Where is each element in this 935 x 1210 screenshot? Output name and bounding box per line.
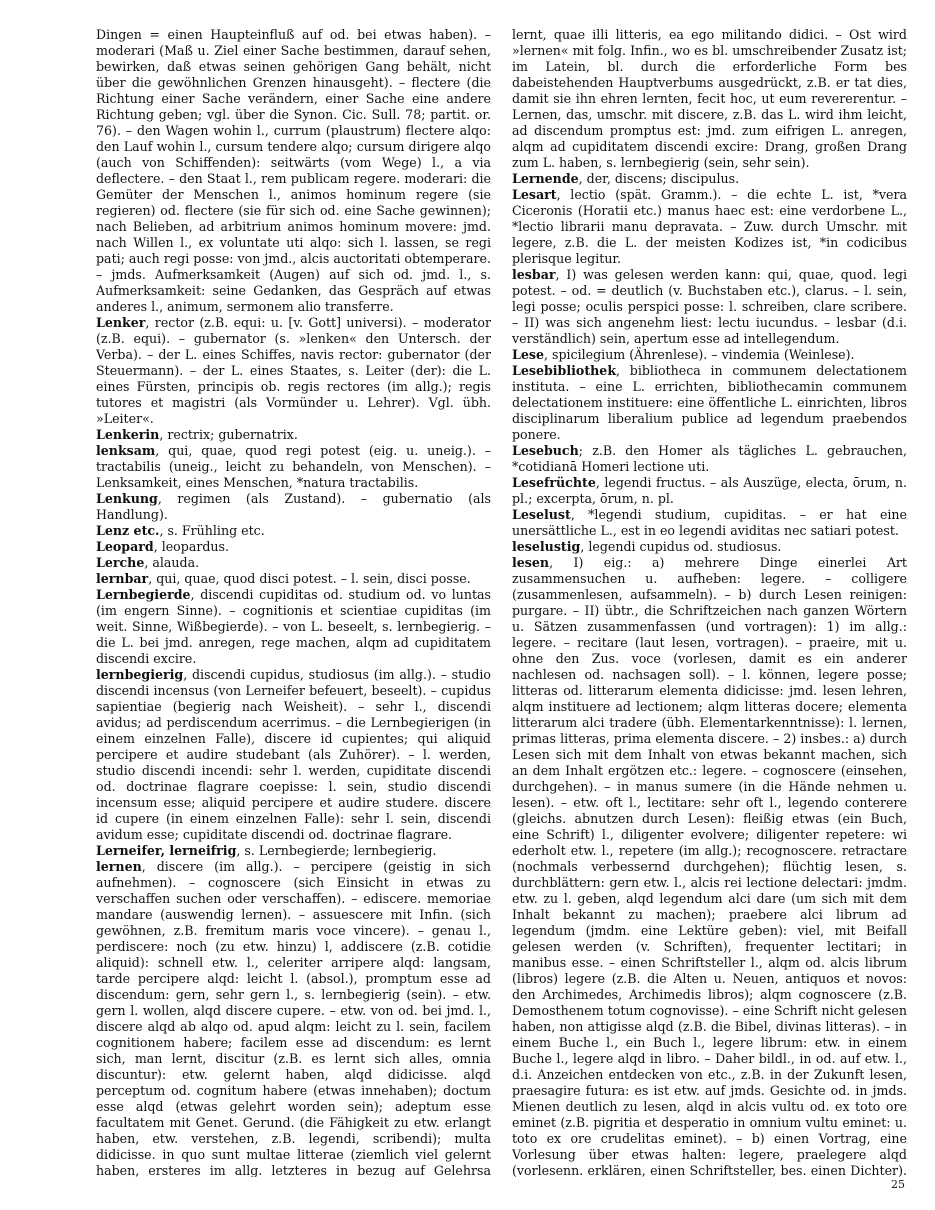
headword: Lenkung	[96, 491, 158, 506]
entry-continuation: lernt, quae illi litteris, ea ego militando didici. – Ost wird »lernen« mit folg. Infin., wo es bl. umschreibender Zusatz ist; im Latein, bl. durch die erforderliche Form bes dabeistehenden Hauptverbums ausgedrückt, z.B. er tat dies, damit sie ihn ehren lernten, fecit hoc, ut eum revererentur. – Lernen, das, umschr. mit discere, z.B. das L. wird ihm leicht, ad discendum promptus est: jmd. zum eifrigen L. anregen, alqm ad cupiditatem discendi excire: Drang, großen Drang zum L. haben, s. lernbegierig (sein, sehr sein).	[512, 27, 907, 170]
entry-leopard: Leopard, leopardus.	[96, 539, 229, 554]
entry-lernbegierig: lernbegierig, discendi cupidus, studiosus (im allg.). – studio discendi incensus (von Lerneifer befeuert, beseelt). – cupidus sapientiae (begierig nach Weisheit). – sehr l., discendi avidus; ad perdiscendum acerrimus. – die Lernbegierigen (in einem einzelnen Falle), discere id cupientes; qui aliquid percipere et audire studebant (als Zuhörer). – l. werden, studio discendi incendi: sehr l. werden, cupiditate discendi od. doctrinae flagrare coepisse: l. sein, studio discendi incensum esse; aliquid percipere et audire studere. discere id cupere (in einem einzelnen Falle): sehr l. sein, discendi avidum esse; cupiditate discendi od. doctrinae flagrare.	[96, 667, 491, 842]
headword: Lenz etc.	[96, 523, 160, 538]
entry-lerche: Lerche, alauda.	[96, 555, 200, 570]
page-number: 25	[891, 1178, 905, 1191]
entry-lesebuch: Lesebuch; z.B. den Homer als tägliches L. gebrauchen, *cotidianā Homeri lectione uti.	[512, 443, 907, 474]
entry-lernbegierde: Lernbegierde, discendi cupiditas od. studium od. vo luntas (im engern Sinne). – cognitionis et scientiae cupiditas (im weit. Sinne, Wißbegierde). – von L. beseelt, s. lernbegierig. – die L. bei jmd. anregen, rege machen, alqm ad cupiditatem discendi excire.	[96, 587, 491, 666]
headword: lesbar	[512, 267, 556, 282]
headword: Lesefrüchte	[512, 475, 596, 490]
entry-lernende: Lernende, der, discens; discipulus.	[512, 171, 740, 186]
headword: Lenkerin	[96, 427, 160, 442]
entry-lesen: lesen, I) eig.: a) mehrere Dinge einerlei Art zusammensuchen u. aufheben: legere. – colligere (zusammenlesen, aufsammeln). – b) durch Lesen reinigen: purgare. – II) übtr., die Schriftzeichen nach ganzen Wörtern u. Sätzen zusammenfassen (und vortragen): 1) im allg.: legere. – recitare (laut lesen, vortragen). – praeire, mit u. ohne den Zus. voce (vorlesen, damit es ein anderer nachlesen od. nachsagen soll). – l. können, legere posse; litteras od. litterarum elementa didicisse: jmd. lesen lehren, alqm instituere ad lectionem; alqm litteras docere; elementa litterarum alci tradere (übh. Elementarkenntnisse): l. lernen, primas litteras, prima elementa discere. – 2) insbes.: a) durch Lesen sich mit dem Inhalt von etwas bekannt machen, sich an dem Inhalt ergötzen etc.: legere. – cognoscere (einsehen, durchgehen). – in manus sumere (in die Hände nehmen u. lesen). – etw. oft l., lectitare: sehr oft l., legendo conterere (gleichs. abnutzen durch Lesen): fleißig etwas (ein Buch, eine Schrift) l., diligenter evolvere; diligenter repetere: wi ederholt etw. l., repetere (im allg.); recognoscere. retractare (nochmals verbessernd durchgehen); flüchtig lesen, s. durchblättern: gern etw. l., alcis rei lectione delectari: jmdm. etw. zu l. geben, alqd legendum alci dare (um sich mit dem Inhalt bekannt zu machen); praebere alci librum ad legendum (jmdm. eine Lektüre geben): viel, mit Beifall gelesen werden (v. Schriften), frequenter lectitari; in manibus esse. – einen Schriftsteller l., alqm od. alcis librum (libros) legere (z.B. die Alten u. Neuen, antiquos et novos: den Archimedes, Archimedis libros); alqm cognoscere (z.B. Demosthenem totum cognovisse). – eine Schrift nicht gelesen haben, non attigisse alqd (z.B. die Bibel, divinas litteras). – in einem Buche l., ein Buch l., legere librum: etw. in einem Buche l., legere alqd in libro. – Daher bildl., in od. auf etw. l., d.i. Anzeichen entdecken von etc., z.B. in der Zukunft lesen, praesagire futura: es ist etw. auf jmds. Gesichte od. in jmds. Mienen deutlich zu lesen, alqd in alcis vultu od. ex toto ore eminet (z.B. pigritia et desperatio in omnium vultu eminet: u. toto ex ore crudelitas eminet). – b) einen Vortrag, eine Vorlesung über etwas halten: legere, praelegere alqd (vorlesenn. erklären, einen Schriftsteller, bes. einen Dichter).	[512, 555, 907, 1177]
headword: Lernbegierde	[96, 587, 191, 602]
entry-lernen: lernen, discere (im allg.). – percipere (geistig in sich aufnehmen). – cognoscere (sich Einsicht in etwas zu verschaffen suchen oder verschaffen). – ediscere. memoriae mandare (auswendig lernen). – assuescere mit Infin. (sich gewöhnen, z.B. fremitum maris voce vincere). – genau l., perdiscere: noch (zu etw. hinzu) l, addiscere (z.B. cotidie aliquid): schnell etw. l., celeriter arripere alqd: langsam, tarde percipere alqd: leicht l. (absol.), promptum esse ad discendum: gern, sehr gern l., s. lernbegierig (sein). – etw. gern l. wollen, alqd discere cupere. – etw. von od. bei jmd. l., discere alqd ab alqo od. apud alqm: leicht zu l. sein, facilem cognitionem habere; facilem esse ad discendum: es lernt sich, man lernt, discitur (z.B. es lernt sich alles, omnia discuntur): etw. gelernt haben, alqd didicisse. alqd perceptum od. cognitum habere (etwas innehaben); doctum esse alqd (etwas gelehrt worden sein); adeptum esse facultatem mit Genet. Gerund. (die Fähigkeit zu etw. erlangt haben, etw. verstehen, z.B. legendi, scribendi); multa didicisse. in quo sunt multae litterae (ziemlich viel gelernt haben, ersteres im allg. letzteres in bezug auf Gelehrsa	[96, 859, 491, 1177]
headword: Lesart	[512, 187, 557, 202]
entry-lesart: Lesart, lectio (spät. Gramm.). – die echte L. ist, *vera Ciceronis (Horatii etc.) manus haec est: eine verdorbene L., *lectio librarii manu depravata. – Zuw. durch Umschr. mit legere, z.B. die L. der meisten Kodizes ist, *in codicibus plerisque legitur.	[512, 187, 907, 266]
headword: lesen	[512, 555, 550, 570]
headword: lenksam	[96, 443, 156, 458]
entry-lenz: Lenz etc., s. Frühling etc.	[96, 523, 265, 538]
entry-lenker: Lenker, rector (z.B. equi: u. [v. Gott] universi). – moderator (z.B. equi). – gubernator (s. »lenken« den Untersch. der Verba). – der L. eines Schiffes, navis rector: gubernator (der Steuermann). – der L. eines Staates, s. Leiter (der): die L. eines Fürsten, principis ob. regis rectores (im allg.); regis tutores et magistri (als Vormünder u. Lehrer). Vgl. übh. »Leiter«.	[96, 315, 491, 426]
right-column	[512, 27, 907, 1177]
headword: Lenker	[96, 315, 146, 330]
entry-lenkung: Lenkung, regimen (als Zustand). – gubernatio (als Handlung).	[96, 491, 491, 522]
headword: Lesebibliothek	[512, 363, 617, 378]
headword: leselustig	[512, 539, 581, 554]
headword: lernbar	[96, 571, 149, 586]
entry-lenkerin: Lenkerin, rectrix; gubernatrix.	[96, 427, 298, 442]
entry-leselust: Leselust, *legendi studium, cupiditas. – er hat eine unersättliche L., est in eo legendi aviditas nec satiari potest.	[512, 507, 907, 538]
headword: lernbegierig	[96, 667, 184, 682]
headword: Lerche	[96, 555, 145, 570]
headword: Lese	[512, 347, 544, 362]
entry-continuation: Dingen = einen Haupteinfluß auf od. bei etwas haben). – moderari (Maß u. Ziel einer Sache bestimmen, darauf sehen, bewirken, daß etwas seinen gehörigen Gang behält, nicht über die gewöhnlichen Grenzen hinausgeht). – flectere (die Richtung einer Sache verändern, einer Sache eine andere Richtung geben; vgl. über die Synon. Cic. Sull. 78; partit. or. 76). – den Wagen wohin l., currum (plaustrum) flectere alqo: den Lauf wohin l., cursum tendere alqo; cursum dirigere alqo (auch von Schiffenden): seitwärts (vom Wege) l., a via deflectere. – den Staat l., rem publicam regere. moderari: die Gemüter der Menschen l., animos hominum regere (sie regieren) od. flectere (sie für sich od. eine Sache gewinnen); nach Belieben, ad arbitrium animos hominum movere: jmd. nach Willen l., ex voluntate uti alqo: sich l. lassen, se regi pati; auch regi posse: von jmd., alcis auctoritati obtemperare. – jmds. Aufmerksamkeit (Augen) auf sich od. jmd. l., s. Aufmerksamkeit: seine Gedanken, das Gespräch auf etwas anderes l., animum, sermonem alio transferre.	[96, 27, 491, 314]
headword: lernen	[96, 859, 142, 874]
headword: Leselust	[512, 507, 571, 522]
entry-lernbar: lernbar, qui, quae, quod disci potest. – l. sein, disci posse.	[96, 571, 471, 586]
headword: Lernende	[512, 171, 579, 186]
entry-lesefruechte: Lesefrüchte, legendi fructus. – als Auszüge, electa, ōrum, n. pl.; excerpta, ōrum, n. pl.	[512, 475, 907, 506]
entry-lerneifer: Lerneifer, lerneifrig, s. Lernbegierde; lernbegierig.	[96, 843, 437, 858]
entry-lesebibliothek: Lesebibliothek, bibliotheca in communem delectationem instituta. – eine L. errichten, bibliothecamin communem delectationem instituere: eine öffentliche L. einrichten, libros disciplinarum liberalium publice ad legendum praebendos ponere.	[512, 363, 907, 442]
entry-lesbar: lesbar, I) was gelesen werden kann: qui, quae, quod. legi potest. – od. = deutlich (v. Buchstaben etc.), clarus. – l. sein, legi posse; oculis perspici posse: l. schreiben, clare scribere. – II) was sich angenehm liest: lectu iucundus. – lesbar (d.i. verständlich) sein, apertum esse ad intellegendum.	[512, 267, 907, 346]
headword: Lerneifer, lerneifrig	[96, 843, 237, 858]
headword: Lesebuch	[512, 443, 579, 458]
left-column	[96, 27, 491, 1177]
entry-lese: Lese, spicilegium (Ährenlese). – vindemia (Weinlese).	[512, 347, 855, 362]
entry-leselustig: leselustig, legendi cupidus od. studiosus.	[512, 539, 782, 554]
headword: Leopard	[96, 539, 154, 554]
entry-lenksam: lenksam, qui, quae, quod regi potest (eig. u. uneig.). – tractabilis (uneig., leicht zu behandeln, von Menschen). – Lenksamkeit, eines Menschen, *natura tractabilis.	[96, 443, 491, 490]
